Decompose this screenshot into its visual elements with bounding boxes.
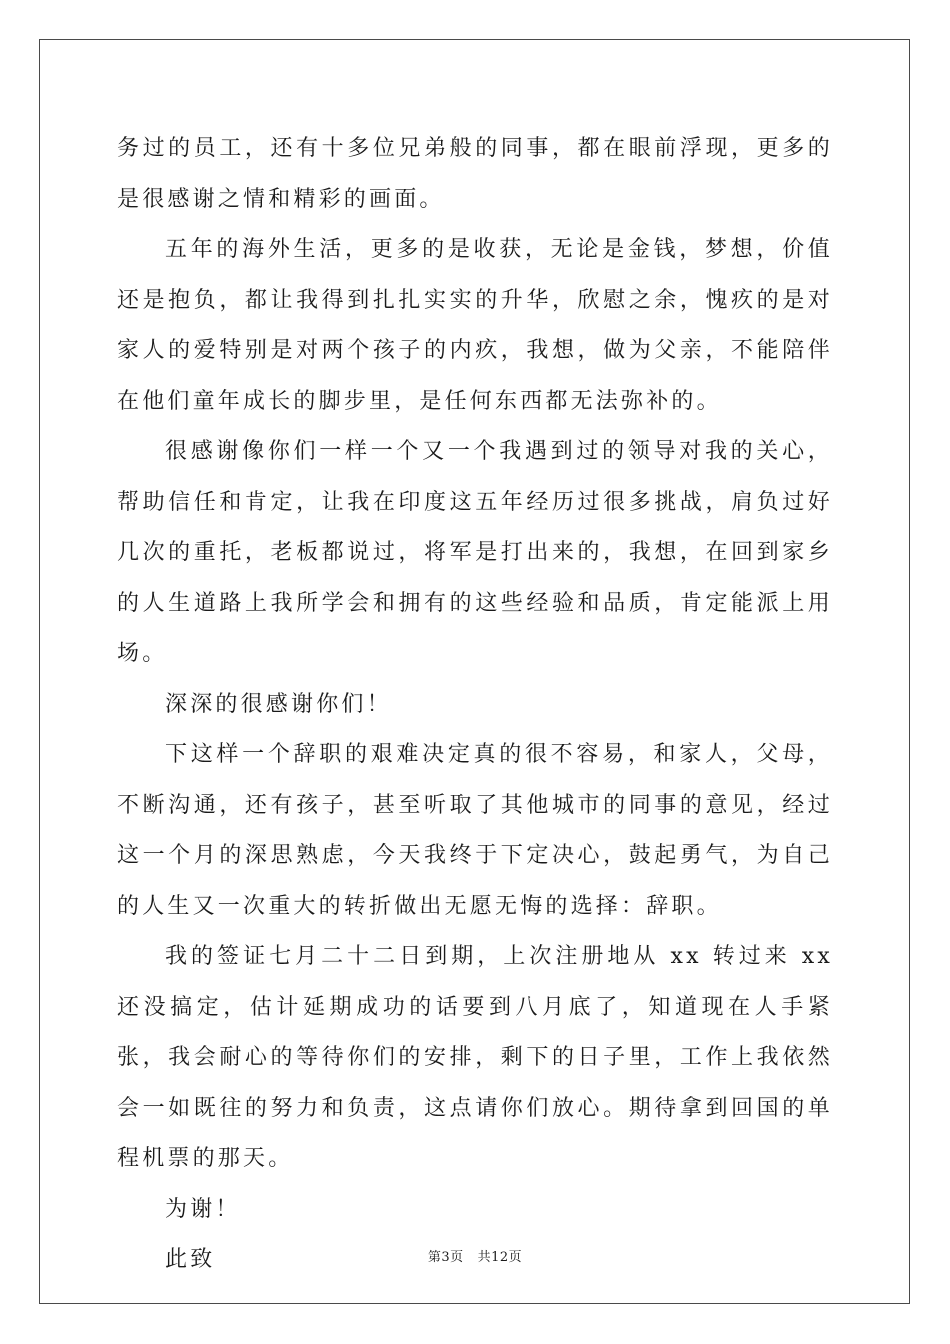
page-number: 第3页 <box>427 1250 464 1265</box>
closing-salutation: 此致 <box>165 1247 216 1272</box>
paragraph-5: 下这样一个辞职的艰难决定真的很不容易，和家人，父母，不断沟通，还有孩子，甚至听取了其他城市的同事的意见，经过这一个月的深思熟虑，今天我终于下定决心，鼓起勇气，为自己的人生又一次重大的转折做出无愿无悔的选择：辞职。 <box>117 742 833 919</box>
page-total: 共12页 <box>477 1250 523 1265</box>
paragraph-6: 我的签证七月二十二日到期，上次注册地从 xx 转过来 xx 还没搞定，估计延期成功的话要到八月底了，知道现在人手紧张，我会耐心的等待你们的安排，剩下的日子里，工作上我依然会一如既往的努力和负责，这点请你们放心。期待拿到回国的单程机票的那天。 <box>117 944 833 1171</box>
page-footer <box>0 1246 950 1265</box>
paragraph-2: 五年的海外生活，更多的是收获，无论是金钱，梦想，价值还是抱负，都让我得到扎扎实实的升华，欣慰之余，愧疚的是对家人的爱特别是对两个孩子的内疚，我想，做为父亲，不能陪伴在他们童年成长的脚步里，是任何东西都无法弥补的。 <box>117 237 833 414</box>
paragraph-4: 深深的很感谢你们！ <box>165 691 392 717</box>
letter-body <box>117 124 833 1286</box>
closing-thanks: 为谢！ <box>165 1196 241 1222</box>
paragraph-3: 很感谢像你们一样一个又一个我遇到过的领导对我的关心，帮助信任和肯定，让我在印度这五年经历过很多挑战，肩负过好几次的重托，老板都说过，将军是打出来的，我想，在回到家乡的人生道路上我所学会和拥有的这些经验和品质，肯定能派上用场。 <box>117 439 833 666</box>
paragraph-1: 务过的员工，还有十多位兄弟般的同事，都在眼前浮现，更多的是很感谢之情和精彩的画面。 <box>117 136 833 212</box>
